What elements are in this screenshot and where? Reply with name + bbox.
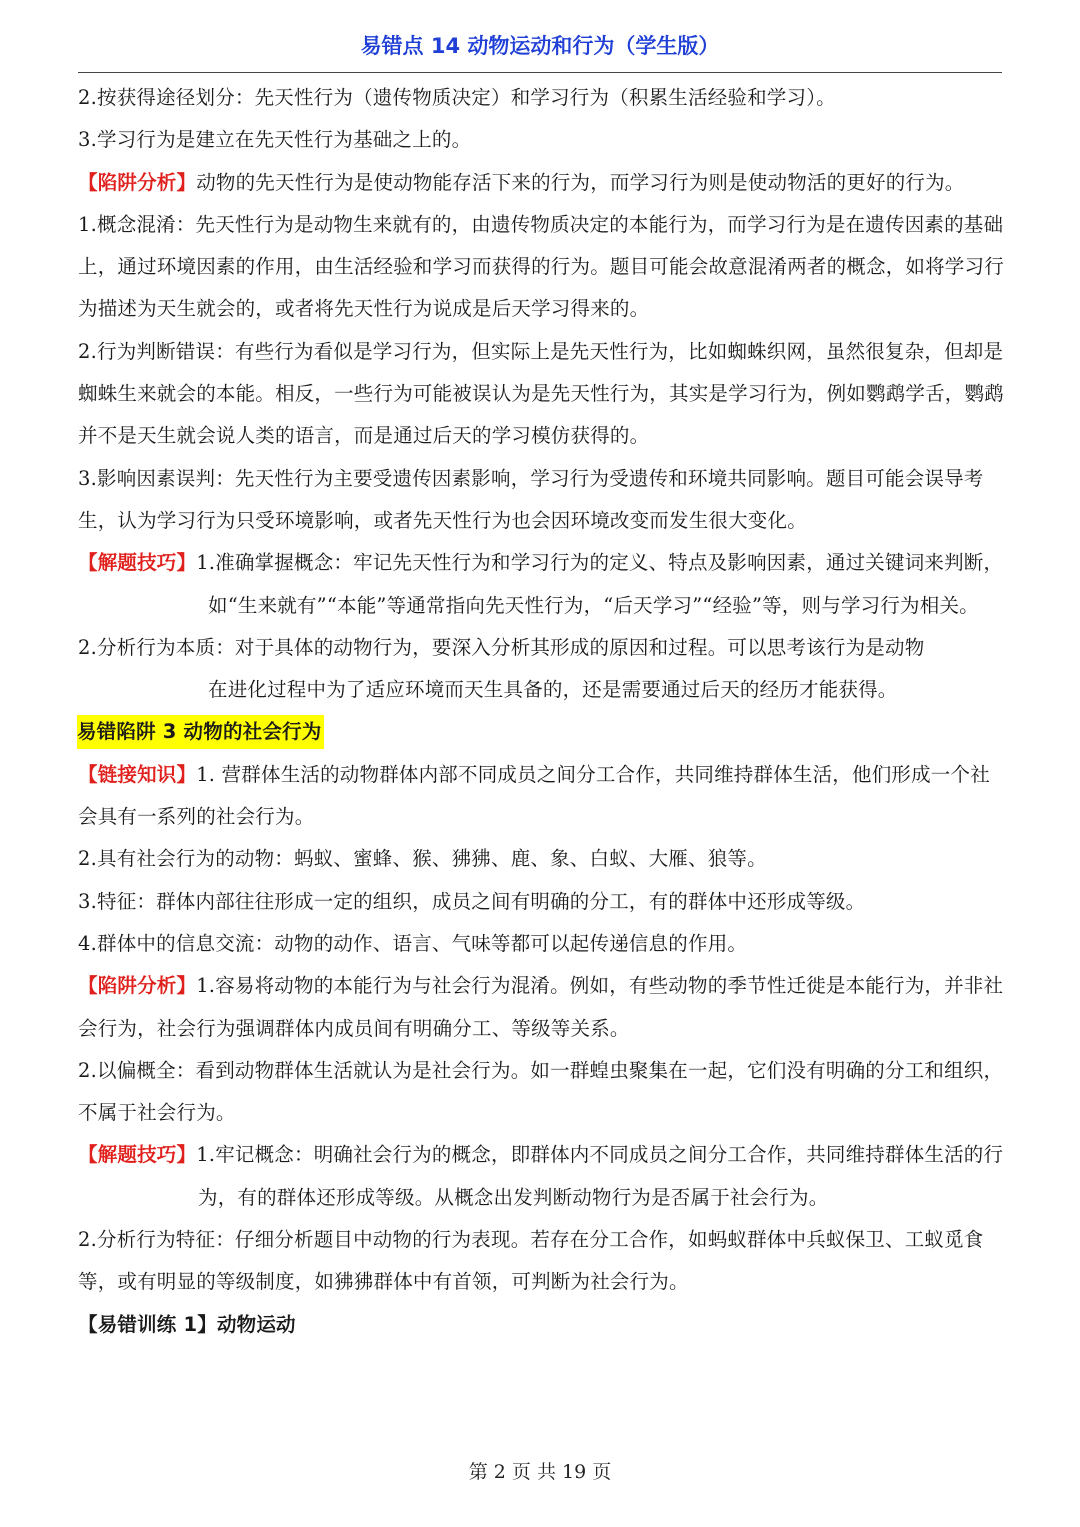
skill-text: 1.牢记概念：明确社会行为的概念，即群体内不同成员之间分工合作，共同维持群体生活的行为，有的群体还形成等级。从概念出发判断动物行为是否属于社会行为。 xyxy=(196,1143,1004,1209)
trap-analysis-text: 1.容易将动物的本能行为与社会行为混淆。例如，有些动物的季节性迁徙是本能行为，并非社会行为，社会行为强调群体内成员间有明确分工、等级等关系。 xyxy=(78,974,1004,1040)
paragraph: 2.行为判断错误：有些行为看似是学习行为，但实际上是先天性行为，比如蜘蛛织网，虽然很复杂，但却是蜘蛛生来就会的本能。相反，一些行为可能被误认为是先天性行为，其实是学习行为，例如鹦鹉学舌，鹦鹉并不是天生就会说人类的语言，而是通过后天的学习模仿获得的。 xyxy=(78,339,1004,448)
skill-label: 【解题技巧】 xyxy=(78,1143,197,1167)
skill-paragraph xyxy=(78,1134,1004,1219)
section-title-highlight: 易错陷阱 3 动物的社会行为 xyxy=(77,715,324,749)
paragraph: 3.影响因素误判：先天性行为主要受遗传因素影响，学习行为受遗传和环境共同影响。题目可能会误导考生，认为学习行为只受环境影响，或者先天性行为也会因环境改变而发生很大变化。 xyxy=(78,466,984,532)
trap-analysis-paragraph xyxy=(78,965,1004,1050)
page-number: 第 2 页 共 19 页 xyxy=(468,1461,612,1483)
skill-paragraph xyxy=(78,542,1004,627)
paragraph: 1.概念混淆：先天性行为是动物生来就有的，由遗传物质决定的本能行为，而学习行为是在遗传因素的基础上，通过环境因素的作用，由生活经验和学习而获得的行为。题目可能会故意混淆两者的概念，如将学习行为描述为天生就会的，或者将先天性行为说成是后天学习得来的。 xyxy=(78,212,1004,321)
link-knowledge-paragraph xyxy=(78,754,1004,839)
trap-analysis-paragraph xyxy=(78,162,1004,204)
paragraph: 2.按获得途径划分：先天性行为（遗传物质决定）和学习行为（积累生活经验和学习）。 xyxy=(78,86,836,109)
section-heading xyxy=(78,711,1004,753)
paragraph: 3.学习行为是建立在先天性行为基础之上的。 xyxy=(78,128,472,152)
page-header-title: 易错点 14 动物运动和行为（学生版） xyxy=(360,34,720,58)
link-knowledge-text: 1. 营群体生活的动物群体内部不同成员之间分工合作，共同维持群体生活，他们形成一个社会具有一系列的社会行为。 xyxy=(78,762,990,829)
training-heading: 【易错训练 1】动物运动 xyxy=(78,1312,296,1336)
paragraph: 2.以偏概全：看到动物群体生活就认为是社会行为。如一群蝗虫聚集在一起，它们没有明确的分工和组织，不属于社会行为。 xyxy=(78,1058,1004,1125)
paragraph: 4.群体中的信息交流：动物的动作、语言、气味等都可以起传递信息的作用。 xyxy=(78,931,748,955)
link-knowledge-label: 【链接知识】 xyxy=(78,762,197,786)
header-divider xyxy=(78,72,1002,73)
paragraph: 在进化过程中为了适应环境而天生具备的，还是需要通过后天的经历才能获得。 xyxy=(208,678,898,702)
paragraph: 2.分析行为本质：对于具体的动物行为，要深入分析其形成的原因和过程。可以思考该行为是动物 xyxy=(78,635,925,659)
trap-analysis-label: 【陷阱分析】 xyxy=(78,974,197,998)
trap-analysis-text: 动物的先天性行为是使动物能存活下来的行为，而学习行为则是使动物活的更好的行为。 xyxy=(196,170,965,194)
skill-text: 1.准确掌握概念：牢记先天性行为和学习行为的定义、特点及影响因素，通过关键词来判断，如“生来就有”“本能”等通常指向先天性行为，“后天学习”“经验”等，则与学习行为相关。 xyxy=(196,551,1004,617)
document-body xyxy=(78,77,1004,1346)
paragraph: 3.特征：群体内部往往形成一定的组织，成员之间有明确的分工，有的群体中还形成等级。 xyxy=(78,889,866,913)
paragraph: 2.具有社会行为的动物：蚂蚁、蜜蜂、猴、狒狒、鹿、象、白蚁、大雁、狼等。 xyxy=(78,847,767,871)
skill-label: 【解题技巧】 xyxy=(78,551,197,575)
trap-analysis-label: 【陷阱分析】 xyxy=(78,170,197,194)
paragraph: 2.分析行为特征：仔细分析题目中动物的行为表现。若存在分工合作，如蚂蚁群体中兵蚁保卫、工蚁觅食等，或有明显的等级制度，如狒狒群体中有首领，可判断为社会行为。 xyxy=(78,1228,984,1294)
